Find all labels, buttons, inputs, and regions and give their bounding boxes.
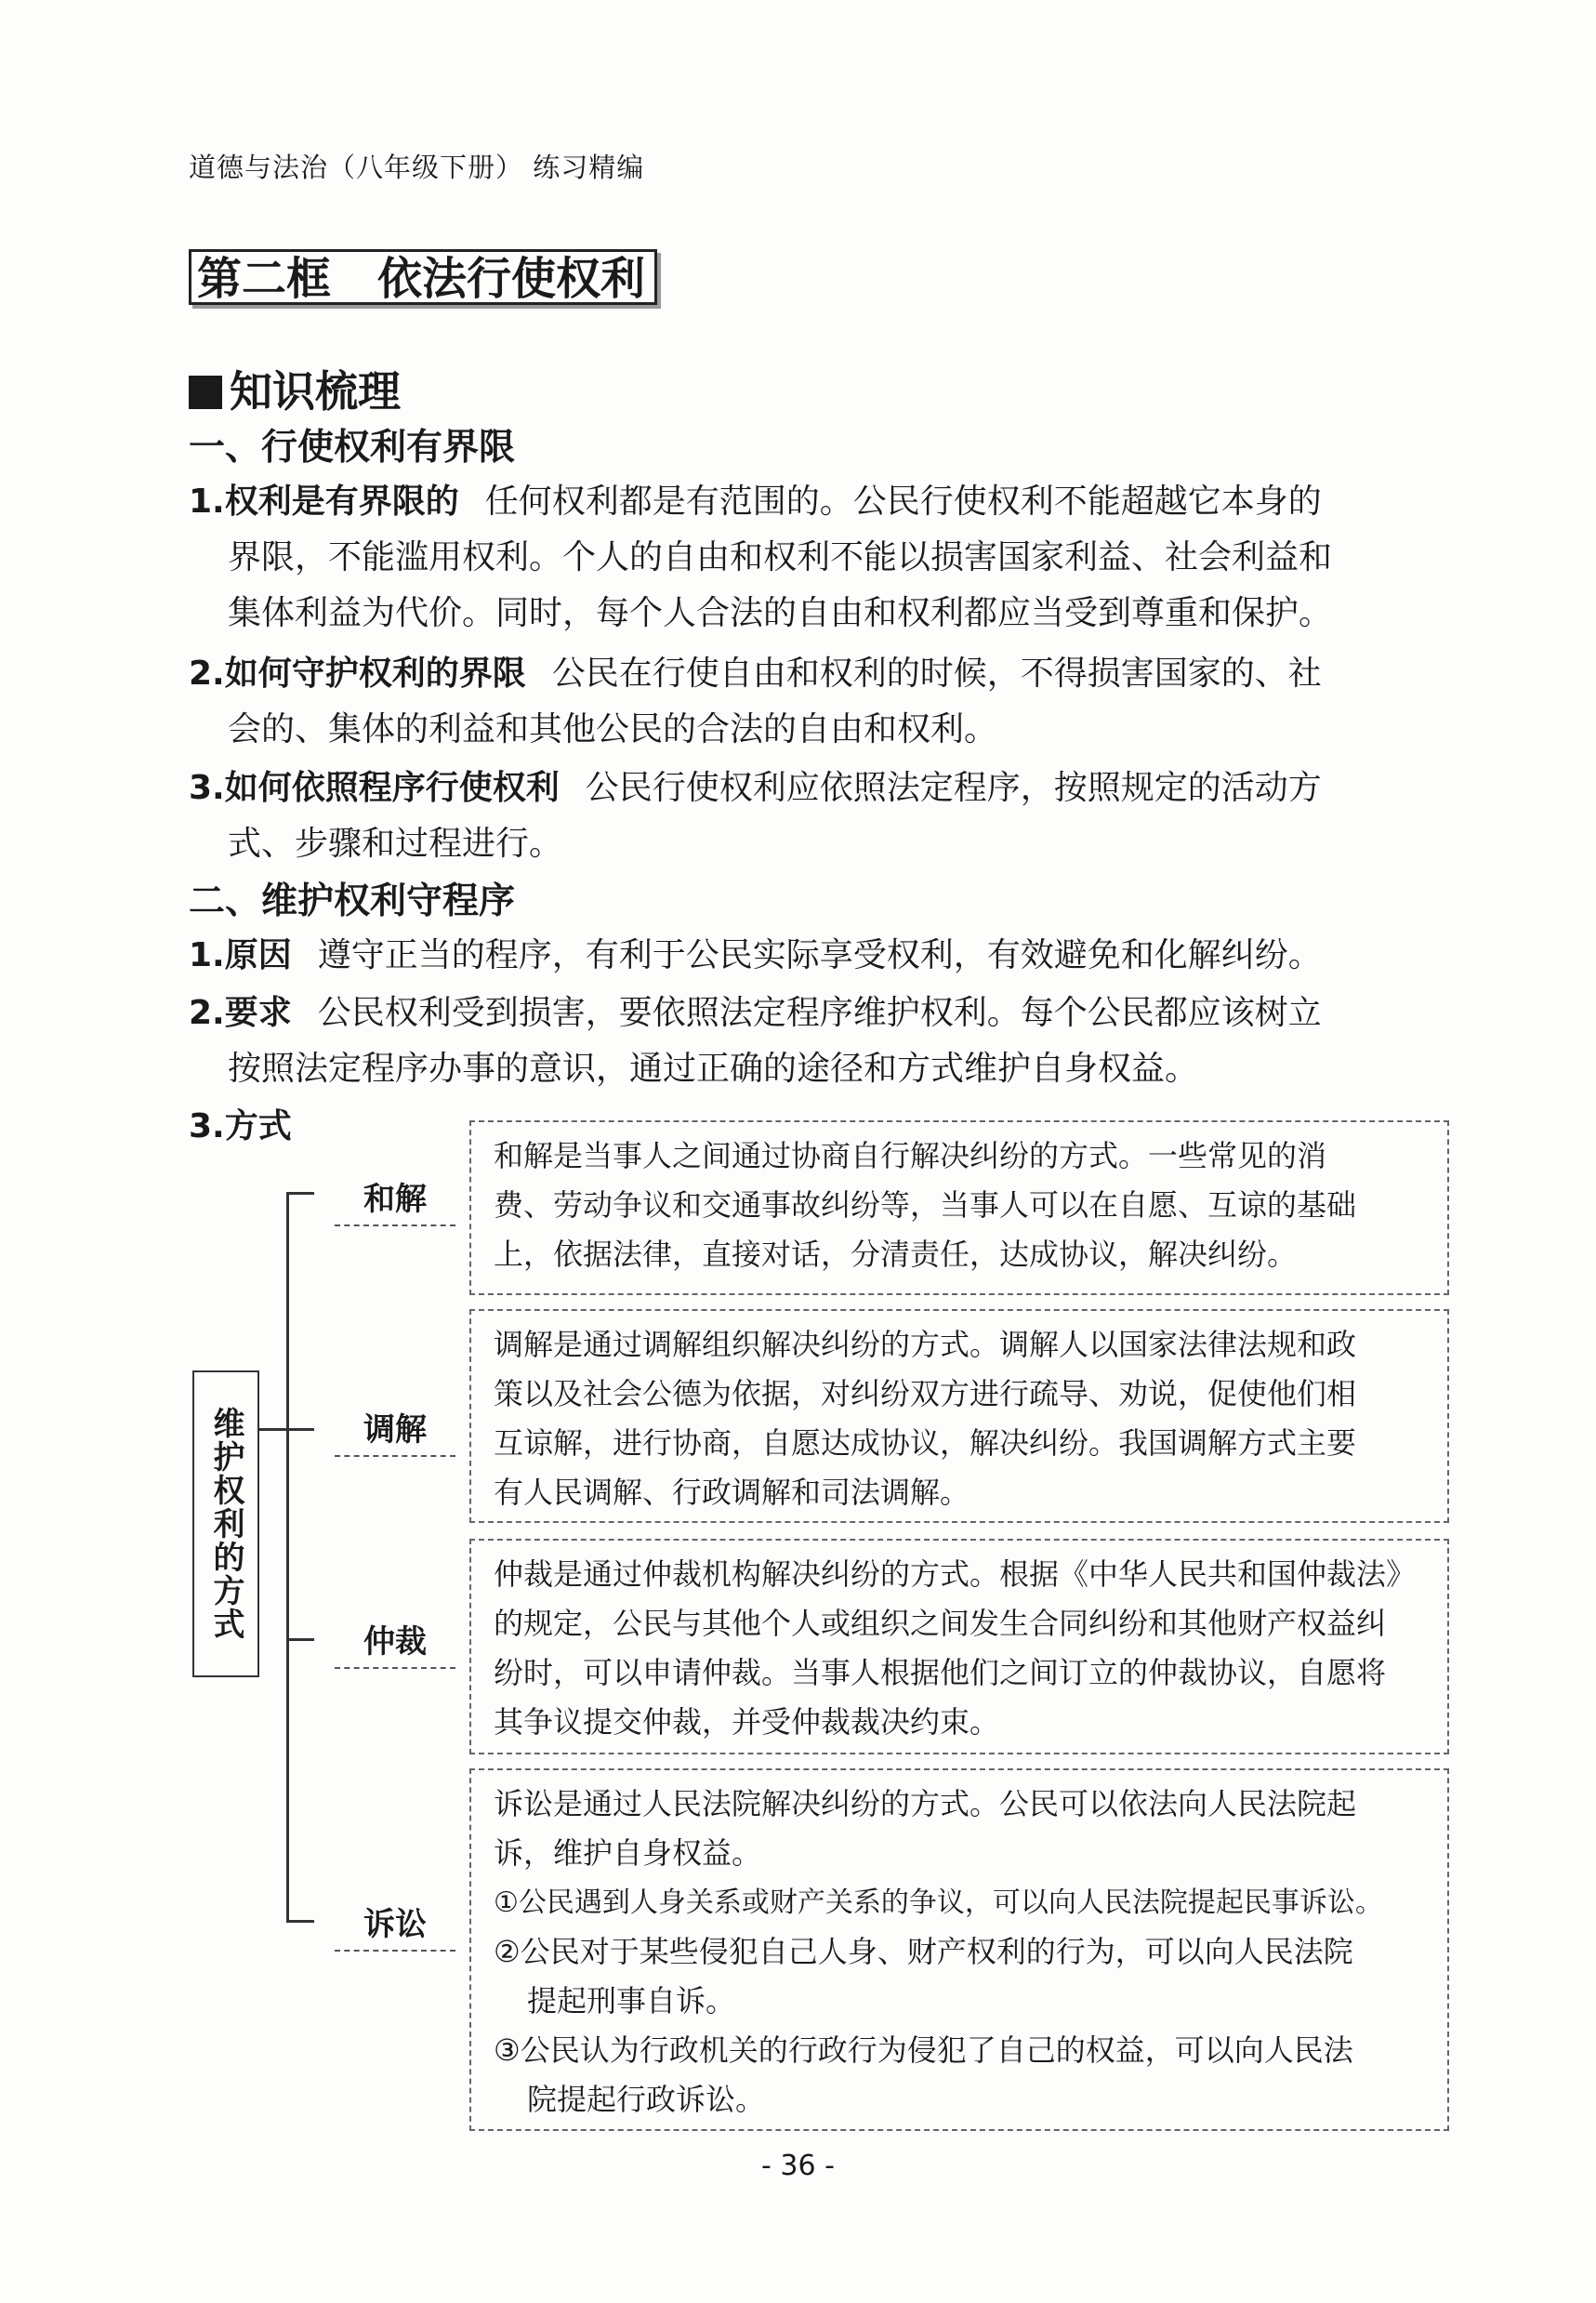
lesson-frame-title: 依法行使权利 [377,253,646,305]
running-header: 道德与法治（八年级下册） 练习精编 [189,152,645,183]
item-line: 界限，不能滥用权利。个人的自由和权利不能以损害国家利益、社会利益和 [228,538,1333,576]
box-list-item-cont: 提起刑事自诉。 [527,1983,736,2018]
branch-label-zhongcai: 仲裁 [335,1616,455,1669]
box-line: 的规定，公民与其他个人或组织之间发生合同纠纷和其他财产权益纠 [494,1606,1387,1641]
box-line: 调解是通过调解组织解决纠纷的方式。调解人以国家法律法规和政 [494,1327,1357,1362]
item-num: 1. [189,936,225,974]
root-connector [259,1428,287,1431]
item-num: 2. [189,994,225,1032]
branch-box-hejie [469,1120,1449,1295]
item-label: 方式 [224,1107,292,1145]
box-line: 有人民调解、行政调解和司法调解。 [494,1475,970,1510]
branch-label-hejie: 和解 [335,1173,455,1226]
branch-label-susong: 诉讼 [335,1899,455,1952]
box-line: 诉讼是通过人民法院解决纠纷的方式。公民可以依法向人民法院起 [494,1786,1357,1821]
branch-box-tiaojie [469,1309,1449,1523]
box-line: 和解是当事人之间通过协商自行解决纠纷的方式。一些常见的消 [494,1138,1327,1173]
item-label: 原因 [224,936,292,974]
lesson-frame-label: 第二框 [197,253,332,305]
part2-heading: 二、维护权利守程序 [189,880,516,922]
item-line: 按照法定程序办事的意识，通过正确的途径和方式维护自身权益。 [228,1050,1199,1088]
item-line: 公民权利受到损害，要依照法定程序维护权利。每个公民都应该树立 [317,994,1322,1032]
part1-item-2 [189,646,1469,758]
box-list-item: ③公民认为行政机关的行政行为侵犯了自己的权益，可以向人民法 [494,2032,1353,2068]
item-line: 式、步骤和过程进行。 [228,825,563,863]
section-title-text: 知识梳理 [230,366,401,417]
item-num: 3. [189,769,225,807]
box-line: 费、劳动争议和交通事故纠纷等，当事人可以在自愿、互谅的基础 [494,1187,1357,1223]
box-line: 诉，维护自身权益。 [494,1835,762,1871]
branch-connector [286,1192,314,1195]
section-title [189,358,401,419]
branch-box-zhongcai [469,1539,1449,1754]
item-line: 遵守正当的程序，有利于公民实际享受权利，有效避免和化解纠纷。 [317,936,1322,974]
item-line: 任何权利都是有范围的。公民行使权利不能超越它本身的 [484,483,1322,521]
box-line: 仲裁是通过仲裁机构解决纠纷的方式。根据《中华人民共和国仲裁法》 [494,1556,1417,1592]
branch-connector [286,1920,314,1923]
part2-item-3 [189,1099,468,1155]
part1-item-3 [189,761,1469,872]
part1-heading: 一、行使权利有界限 [189,426,516,469]
lesson-title [189,249,657,305]
branch-label-tiaojie: 调解 [335,1404,455,1457]
box-line: 互谅解，进行协商，自愿达成协议，解决纠纷。我国调解方式主要 [494,1425,1357,1461]
item-num: 2. [189,655,225,693]
page-number: - 36 - [761,2150,835,2182]
box-line: 纷时，可以申请仲裁。当事人根据他们之间订立的仲裁协议，自愿将 [494,1655,1387,1690]
branch-connector [286,1638,314,1641]
item-num: 1. [189,483,225,521]
branch-box-susong [469,1768,1449,2131]
box-list-item-cont: 院提起行政诉讼。 [527,2082,766,2117]
box-line: 其争议提交仲裁，并受仲裁裁决约束。 [494,1704,1000,1740]
diagram-trunk [286,1192,289,1922]
item-num: 3. [189,1107,225,1145]
part2-item-1 [189,928,1469,984]
box-list-item: ②公民对于某些侵犯自己人身、财产权利的行为，可以向人民法院 [494,1934,1353,1969]
box-line: 策以及社会公德为依据，对纠纷双方进行疏导、劝说，促使他们相 [494,1376,1357,1411]
item-label: 如何依照程序行使权利 [224,769,560,807]
square-bullet-icon [189,376,222,409]
box-line: 上，依据法律，直接对话，分清责任，达成协议，解决纠纷。 [494,1237,1298,1272]
item-line: 集体利益为代价。同时，每个人合法的自由和权利都应当受到尊重和保护。 [228,594,1333,632]
item-line: 会的、集体的利益和其他公民的合法的自由和权利。 [228,710,998,748]
item-line: 公民行使权利应依照法定程序，按照规定的活动方 [585,769,1322,807]
item-label: 如何守护权利的界限 [224,655,526,693]
item-line: 公民在行使自由和权利的时候，不得损害国家的、社 [551,655,1322,693]
item-label: 要求 [224,994,292,1032]
part1-item-1 [189,474,1469,642]
item-label: 权利是有界限的 [224,483,459,521]
diagram-root: 维护权利的方式 [192,1370,259,1677]
part2-item-2 [189,986,1469,1097]
branch-connector [286,1428,314,1431]
box-list-item: ①公民遇到人身关系或财产关系的争议，可以向人民法院提起民事诉讼。 [494,1886,1383,1919]
